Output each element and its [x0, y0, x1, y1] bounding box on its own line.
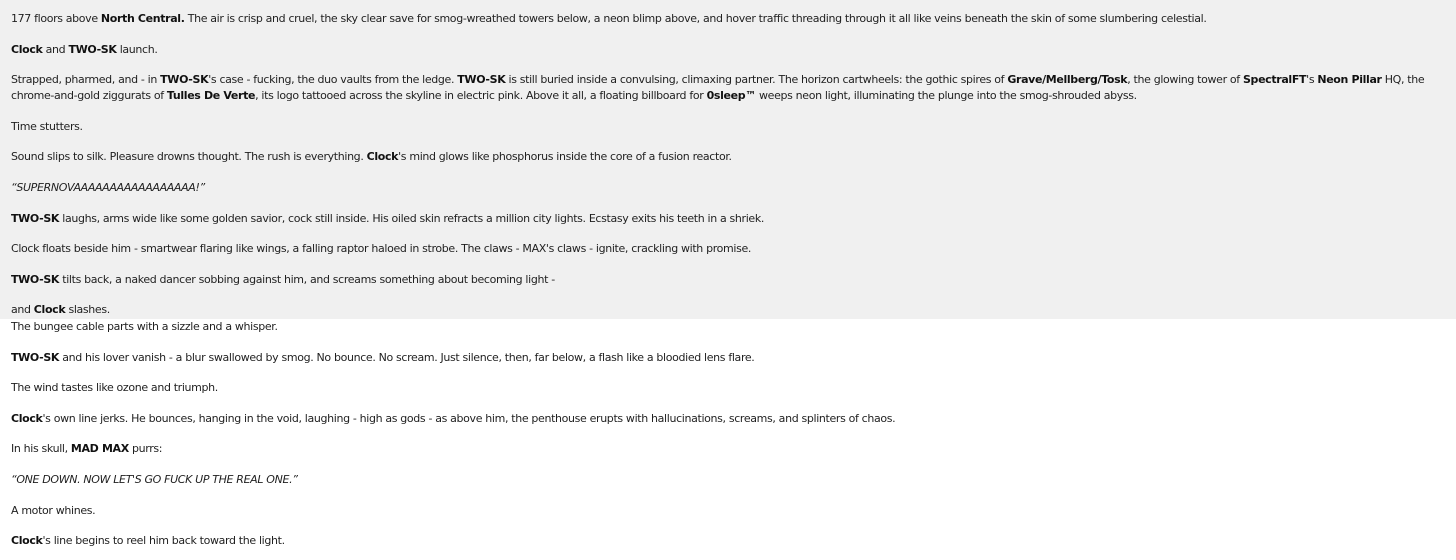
bold-name: TWO-SK: [11, 350, 60, 364]
bold-name: TWO-SK: [11, 211, 60, 225]
bold-name: TWO-SK: [457, 73, 506, 87]
bold-name: TWO-SK: [11, 272, 60, 286]
bold-name: North Central.: [100, 12, 185, 25]
paragraph: [11, 533, 1445, 549]
paragraph: Clock floats beside him - smartwear flaring like wings, a falling raptor haloed in strobe. The claws - MAX's claws - ignite, crackling with promise.: [11, 242, 752, 256]
text-run: 's line begins to reel him back toward the light.: [42, 534, 285, 548]
text-run: 's own line jerks. He bounces, hanging in the void, laughing - high as gods - as above him, the penthouse erupts with hallucinations, screams, and splinters of chaos.: [42, 411, 896, 425]
bold-name: TWO-SK: [68, 42, 117, 56]
text-run: slashes.: [65, 303, 110, 317]
bold-name: 0sleep™: [706, 89, 756, 103]
paragraph: [11, 272, 1445, 288]
text-run: tilts back, a naked dancer sobbing against him, and screams something about becoming light -: [59, 272, 555, 286]
text-run: 's mind glows like phosphorus inside the core of a fusion reactor.: [398, 150, 732, 164]
bold-name: Tulles De Verte: [166, 89, 256, 103]
paragraph: The wind tastes like ozone and triumph.: [11, 381, 218, 395]
text-run: and: [11, 303, 34, 317]
text-run: and his lover vanish - a blur swallowed by smog. No bounce. No scream. Just silence, then, far below, a flash like a bloodied lens flare.: [59, 350, 755, 364]
paragraph: [11, 302, 1445, 318]
bold-name: Grave/Mellberg/Tosk: [1007, 73, 1128, 87]
paragraph: [11, 350, 1445, 366]
paragraph: Time stutters.: [11, 119, 83, 133]
text-run: purrs:: [128, 442, 163, 456]
text-run: , its logo tattooed across the skyline in electric pink. Above it all, a floating billboard for: [255, 89, 707, 103]
text-run: 177 floors above: [11, 12, 101, 25]
bold-name: MAD MAX: [70, 442, 129, 456]
paragraph: The bungee cable parts with a sizzle and a whisper.: [11, 320, 278, 333]
text-run: The air is crisp and cruel, the sky clear save for smog-wreathed towers below, a neon blimp above, and hover traffic threading through it all like veins beneath the skin of some slumbering celestial.: [184, 12, 1207, 25]
bold-name: Clock: [11, 42, 43, 56]
text-run: In his skull,: [11, 442, 71, 456]
text-run: Sound slips to silk. Pleasure drowns thought. The rush is everything.: [11, 150, 367, 164]
text-run: and: [42, 42, 69, 56]
text-run: HQ, the chrome-and-gold ziggurats of: [11, 73, 1425, 103]
paragraph: [11, 411, 1445, 427]
italic-quote: “SUPERNOVAAAAAAAAAAAAAAAAA!”: [11, 180, 205, 194]
bold-name: TWO-SK: [160, 73, 209, 87]
bold-name: Clock: [11, 411, 43, 425]
bold-name: Clock: [366, 150, 399, 164]
paragraph: [11, 11, 1445, 27]
bold-name: Neon Pillar: [1317, 73, 1382, 87]
text-run: launch.: [116, 42, 158, 56]
text-run: 's case - fucking, the duo vaults from the ledge.: [208, 73, 458, 87]
paragraph: [11, 149, 1445, 165]
bold-name: SpectralFT: [1242, 73, 1307, 87]
bold-name: Clock: [11, 534, 43, 548]
text-run: is still buried inside a convulsing, climaxing partner. The horizon cartwheels: the gothic spires of: [505, 73, 1008, 87]
paragraph: [11, 72, 1445, 104]
text-run: Strapped, pharmed, and - in: [11, 73, 161, 87]
paragraph: [11, 211, 1445, 227]
paragraph: A motor whines.: [11, 503, 96, 517]
paragraph: [11, 441, 1445, 457]
paragraph: [11, 42, 1445, 58]
text-run: laughs, arms wide like some golden savior, cock still inside. His oiled skin refracts a million city lights. Ecstasy exits his teeth in a shriek.: [59, 211, 764, 225]
current-message-block: [0, 319, 1456, 549]
text-run: , the glowing tower of: [1127, 73, 1243, 87]
bold-name: Clock: [33, 303, 66, 317]
italic-quote: “ONE DOWN. NOW LET'S GO FUCK UP THE REAL ONE.”: [11, 472, 298, 486]
text-run: weeps neon light, illuminating the plunge into the smog-shrouded abyss.: [755, 89, 1137, 103]
text-run: 's: [1306, 73, 1318, 87]
